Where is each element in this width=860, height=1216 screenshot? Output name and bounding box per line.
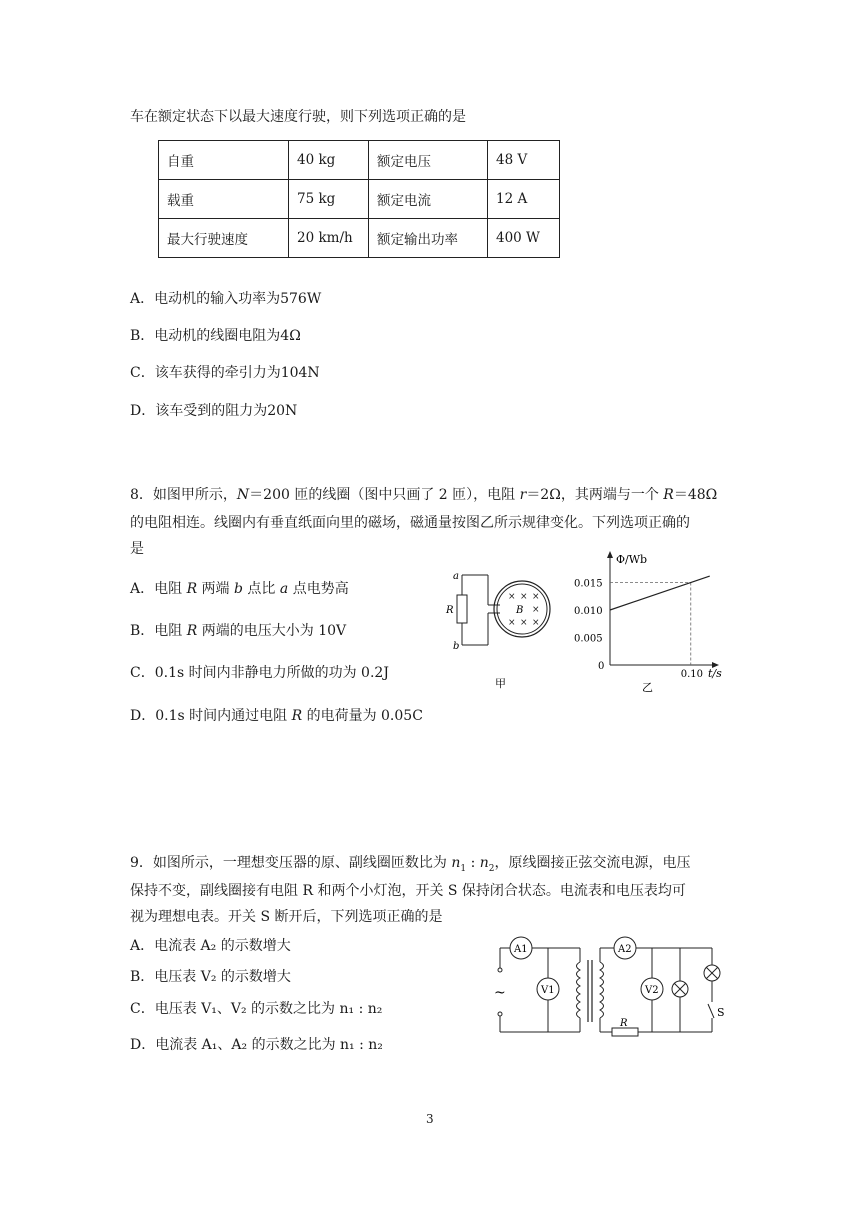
q7-option-c: C．该车获得的牵引力为104N [130,365,320,381]
text-span: ＝2Ω，其两端与一个 [526,487,664,503]
var-R: R [186,623,198,639]
label-b: b [453,641,460,652]
table-cell: 额定输出功率 [369,219,488,258]
text-span: 两端 [197,581,235,597]
cross-mark: × [532,605,540,615]
cross-mark: × [532,592,540,602]
x-axis-label: t/s [708,667,722,680]
q7-option-d: D．该车受到的阻力为20N [130,403,298,419]
secondary-coil [600,962,604,1018]
text-span: A．电阻 [130,581,187,597]
origin-label: 0 [598,661,605,672]
page-number: 3 [426,1112,434,1126]
question-7-intro: 车在额定状态下以最大速度行驶，则下列选项正确的是 [130,109,466,125]
table-cell: 20 km/h [289,219,369,258]
cross-mark: × [520,592,528,602]
var-R: R [663,487,674,503]
table-row [159,180,560,219]
q9-option-b: B．电压表 V₂ 的示数增大 [130,969,291,985]
q9-option-d: D．电流表 A₁、A₂ 的示数之比为 n₁ : n₂ [130,1037,383,1053]
table-cell: 75 kg [289,180,369,219]
var-N: N [236,487,250,503]
q7-option-b: B．电动机的线圈电阻为4Ω [130,328,301,344]
figure-yi-flux-chart [560,545,730,695]
var-R: R [186,581,198,597]
ac-source-symbol: ~ [494,985,506,1001]
y-tick-label: 0.005 [574,633,603,645]
label-R: R [446,605,454,616]
var-r: r [519,487,527,503]
table-cell: 400 W [488,219,560,258]
cross-mark: × [520,618,528,628]
figure-jia-coil-circuit [440,565,580,695]
cross-mark: × [508,618,516,628]
voltmeter-V1-label: V1 [541,985,555,996]
caption-jia: 甲 [495,677,506,690]
table-cell: 最大行驶速度 [159,219,289,258]
text-span: ＝200 匝的线圈（图中只画了 2 匝），电阻 [249,487,520,503]
y-axis-arrow [607,551,613,558]
resistor-R-label: R [620,1018,628,1029]
text-span: D．0.1s 时间内通过电阻 [130,708,292,724]
flux-series-line [610,576,710,610]
table-cell: 额定电压 [369,141,488,180]
resistor-R [457,595,467,623]
text-span: 9．如图所示，一理想变压器的原、副线圈匝数比为 [130,855,452,871]
magnetic-field-crosses [508,592,540,628]
q9-stem-line-2: 保持不变，副线圈接有电阻 R 和两个小灯泡，开关 S 保持闭合状态。电流表和电压表均可 [130,883,686,899]
var-n: n [479,855,489,871]
q9-stem-line-1 [130,852,691,874]
q8-stem-line-1 [130,484,717,504]
q8-stem-line-2: 的电阻相连。线圈内有垂直纸面向里的磁场，磁通量按图乙所示规律变化。下列选项正确的 [130,515,690,531]
q9-stem-line-3: 视为理想电表。开关 S 断开后，下列选项正确的是 [130,909,443,925]
text-span: 8．如图甲所示， [130,487,237,503]
q8-stem-line-3: 是 [130,541,144,557]
text-span: 两端的电压大小为 10V [197,623,347,639]
subscript: 1 [460,863,467,874]
spec-table [158,140,560,258]
text-span: 的电荷量为 0.05C [302,708,423,724]
q8-option-b [130,620,346,640]
text-span: : [466,855,480,871]
label-a: a [453,571,459,582]
table-cell: 自重 [159,141,289,180]
subscript: 2 [488,863,495,874]
table-cell: 额定电流 [369,180,488,219]
source-terminal [498,1012,502,1016]
q7-option-a: A．电动机的输入功率为576W [130,291,322,307]
y-tick-label: 0.015 [574,578,603,590]
q8-option-a [130,578,349,598]
var-n: n [451,855,461,871]
table-row [159,219,560,258]
q9-option-a: A．电流表 A₂ 的示数增大 [130,938,291,954]
var-a: a [279,581,289,597]
switch-S-label: S [717,1006,725,1019]
ammeter-A2-label: A2 [618,944,632,955]
figure-transformer-circuit [490,930,730,1045]
table-cell: 48 V [488,141,560,180]
text-span: 点电势高 [288,581,349,597]
resistor-R [612,1028,638,1036]
q8-option-d [130,705,423,725]
text-span: B．电阻 [130,623,187,639]
caption-yi: 乙 [642,681,653,694]
text-span: ，原线圈接正弦交流电源，电压 [494,855,691,871]
table-cell: 40 kg [289,141,369,180]
x-tick-label: 0.10 [680,669,704,680]
cross-mark: × [532,618,540,628]
y-axis-label: Φ/Wb [616,553,648,566]
y-tick-label: 0.010 [574,606,603,617]
primary-coil [577,962,581,1018]
table-cell: 载重 [159,180,289,219]
label-B: B [516,605,524,616]
var-R: R [291,708,303,724]
voltmeter-V2-label: V2 [645,985,659,996]
var-b: b [234,581,243,597]
text-span: C．0.1s 时间内非静电力所做的功为 0.2J [130,665,389,681]
table-cell: 12 A [488,180,560,219]
text-span: ＝48Ω [673,487,718,503]
switch-S [708,1004,714,1018]
cross-mark: × [508,592,516,602]
q8-option-c [130,662,389,682]
text-span: 点比 [242,581,280,597]
q9-option-c: C．电压表 V₁、V₂ 的示数之比为 n₁ : n₂ [130,1001,383,1017]
table-row [159,141,560,180]
ammeter-A1-label: A1 [514,944,528,955]
source-terminal [498,968,502,972]
